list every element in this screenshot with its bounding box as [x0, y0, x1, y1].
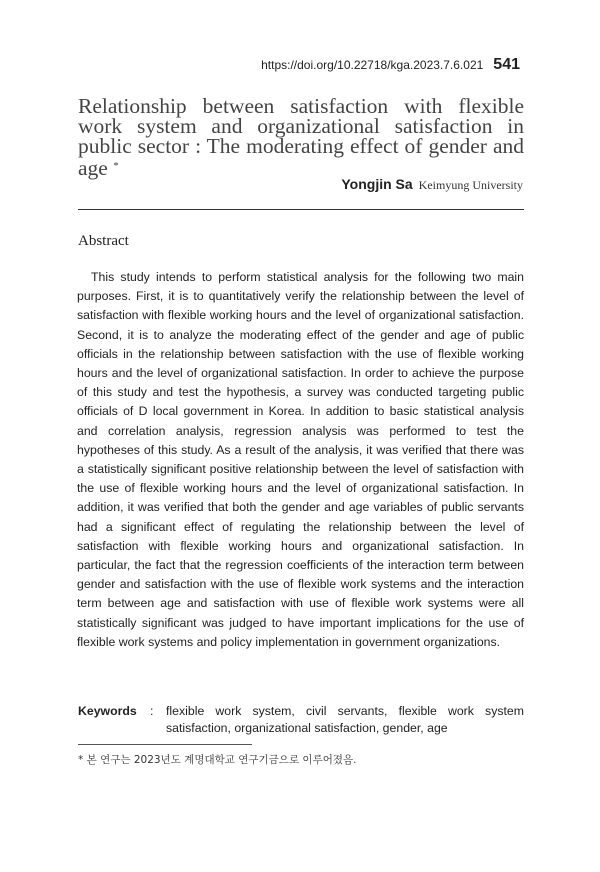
funding-footnote: * 본 연구는 2023년도 계명대학교 연구기금으로 이루어졌음.: [78, 754, 357, 766]
keywords: [78, 703, 524, 737]
footnote-divider: [78, 744, 252, 745]
paper-title-text: Relationship between satisfaction with flexible work system and organizational satisfaction in public sector : The moderating effect of gender and age: [78, 94, 524, 180]
abstract-body: This study intends to perform statistical analysis for the following two main purposes. First, it is to quantitatively verify the relationship between the level of satisfaction with flexible working hours and the level of organizational satisfaction. Second, it is to analyze the moderating effect of the gender and age of public officials in the relationship between satisfaction with the use of flexible working hours and the level of organizational satisfaction. In order to achieve the purpose of this study and test the hypothesis, a survey was conducted targeting public officials of D local government in Korea. In addition to basic statistical analysis and correlation analysis, regression analysis was performed to test the hypotheses of this study. As a result of the analysis, it was verified that there was a statistically significant positive relationship between the level of satisfaction with the use of flexible working hours and the level of organizational satisfaction. In addition, it was verified that both the gender and age variables of public servants had a significant effect of regulating the relationship between the level of satisfaction with flexible working hours and organizational satisfaction. In particular, the fact that the regression coefficients of the interaction term between gender and satisfaction with the use of flexible work systems and the interaction term between age and satisfaction with use of flexible work systems were all statistically significant was judged to have important implications for the use of flexible work systems and policy implementation in government organizations.: [77, 270, 524, 649]
keywords-separator: :: [150, 704, 154, 718]
author-affiliation: Keimyung University: [418, 178, 523, 192]
author-line: [341, 176, 523, 193]
doi-link[interactable]: https://doi.org/10.22718/kga.2023.7.6.021: [261, 58, 484, 72]
keywords-label: Keywords: [78, 704, 137, 718]
paper-title: [78, 96, 524, 178]
title-divider: [78, 209, 524, 210]
author-name: Yongjin Sa: [341, 176, 413, 192]
title-footnote-mark: *: [113, 160, 119, 172]
abstract-heading: Abstract: [78, 233, 129, 249]
page-header: [261, 56, 520, 74]
keywords-text: flexible work system, civil servants, flexible work system satisfaction, organizational satisfaction, gender, age: [166, 704, 524, 735]
page-number: 541: [493, 56, 520, 73]
